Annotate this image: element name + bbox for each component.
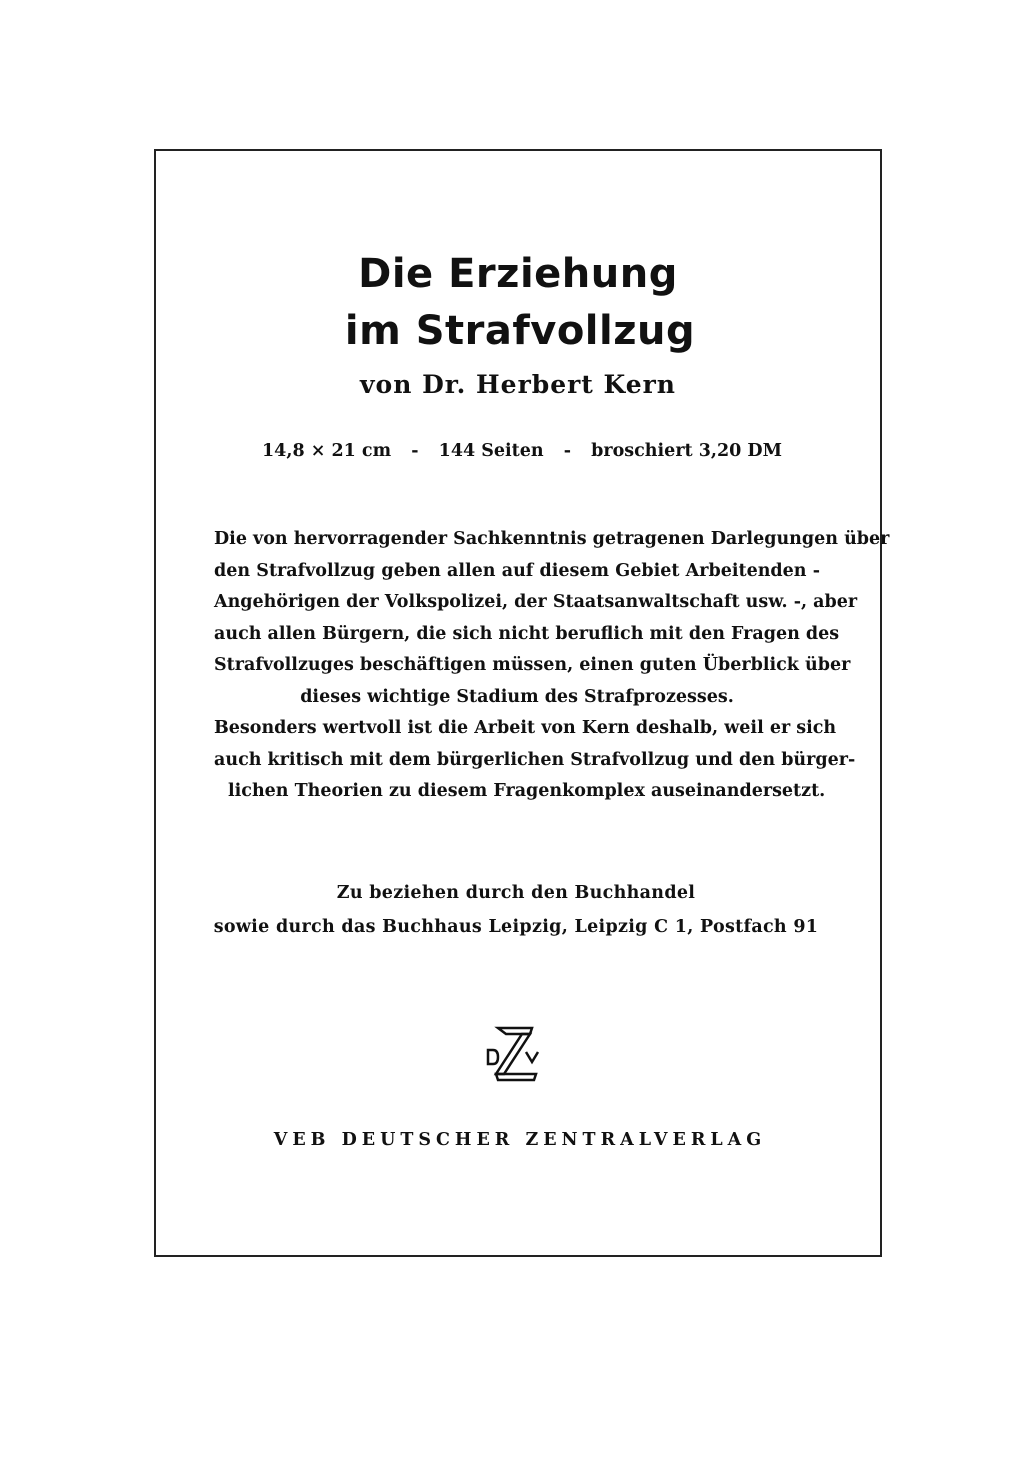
description-line: Strafvollzuges beschäftigen müssen, einen guten Überblick über (214, 655, 851, 675)
ordering-info-line-2: sowie durch das Buchhaus Leipzig, Leipzig C 1, Postfach 91 (213, 917, 819, 937)
book-price: broschiert 3,20 DM (591, 441, 782, 461)
dzv-publisher-logo-icon (484, 1022, 544, 1086)
book-title-line-2: im Strafvollzug (344, 308, 696, 354)
book-title-line-1: Die Erziehung (358, 251, 678, 297)
description-line: lichen Theorien zu diesem Fragenkomplex auseinandersetzt. (228, 781, 826, 801)
description-line: auch allen Bürgern, die sich nicht beruflich mit den Fragen des (214, 623, 840, 644)
specs-separator: - (411, 441, 419, 461)
description-line: auch kritisch mit dem bürgerlichen Strafvollzug und den bürger- (214, 749, 856, 770)
description-line: Angehörigen der Volkspolizei, der Staatsanwaltschaft usw. -, aber (214, 592, 858, 612)
book-author: von Dr. Herbert Kern (360, 370, 676, 399)
publisher-name: VEB DEUTSCHER ZENTRALVERLAG (273, 1130, 767, 1150)
book-pages: 144 Seiten (438, 441, 544, 461)
book-specs (262, 441, 782, 461)
description-line: Die von hervorragender Sachkenntnis getragenen Darlegungen über (214, 529, 890, 549)
book-format: 14,8 × 21 cm (262, 441, 392, 461)
specs-separator: - (563, 441, 572, 461)
description-line: Besonders wertvoll ist die Arbeit von Kern deshalb, weil er sich (214, 718, 837, 738)
ordering-info-line-1: Zu beziehen durch den Buchhandel (336, 883, 696, 903)
description-line: den Strafvollzug geben allen auf diesem Gebiet Arbeitenden - (214, 560, 820, 581)
description-line: dieses wichtige Stadium des Strafprozesses. (300, 686, 734, 707)
book-description (214, 524, 890, 808)
